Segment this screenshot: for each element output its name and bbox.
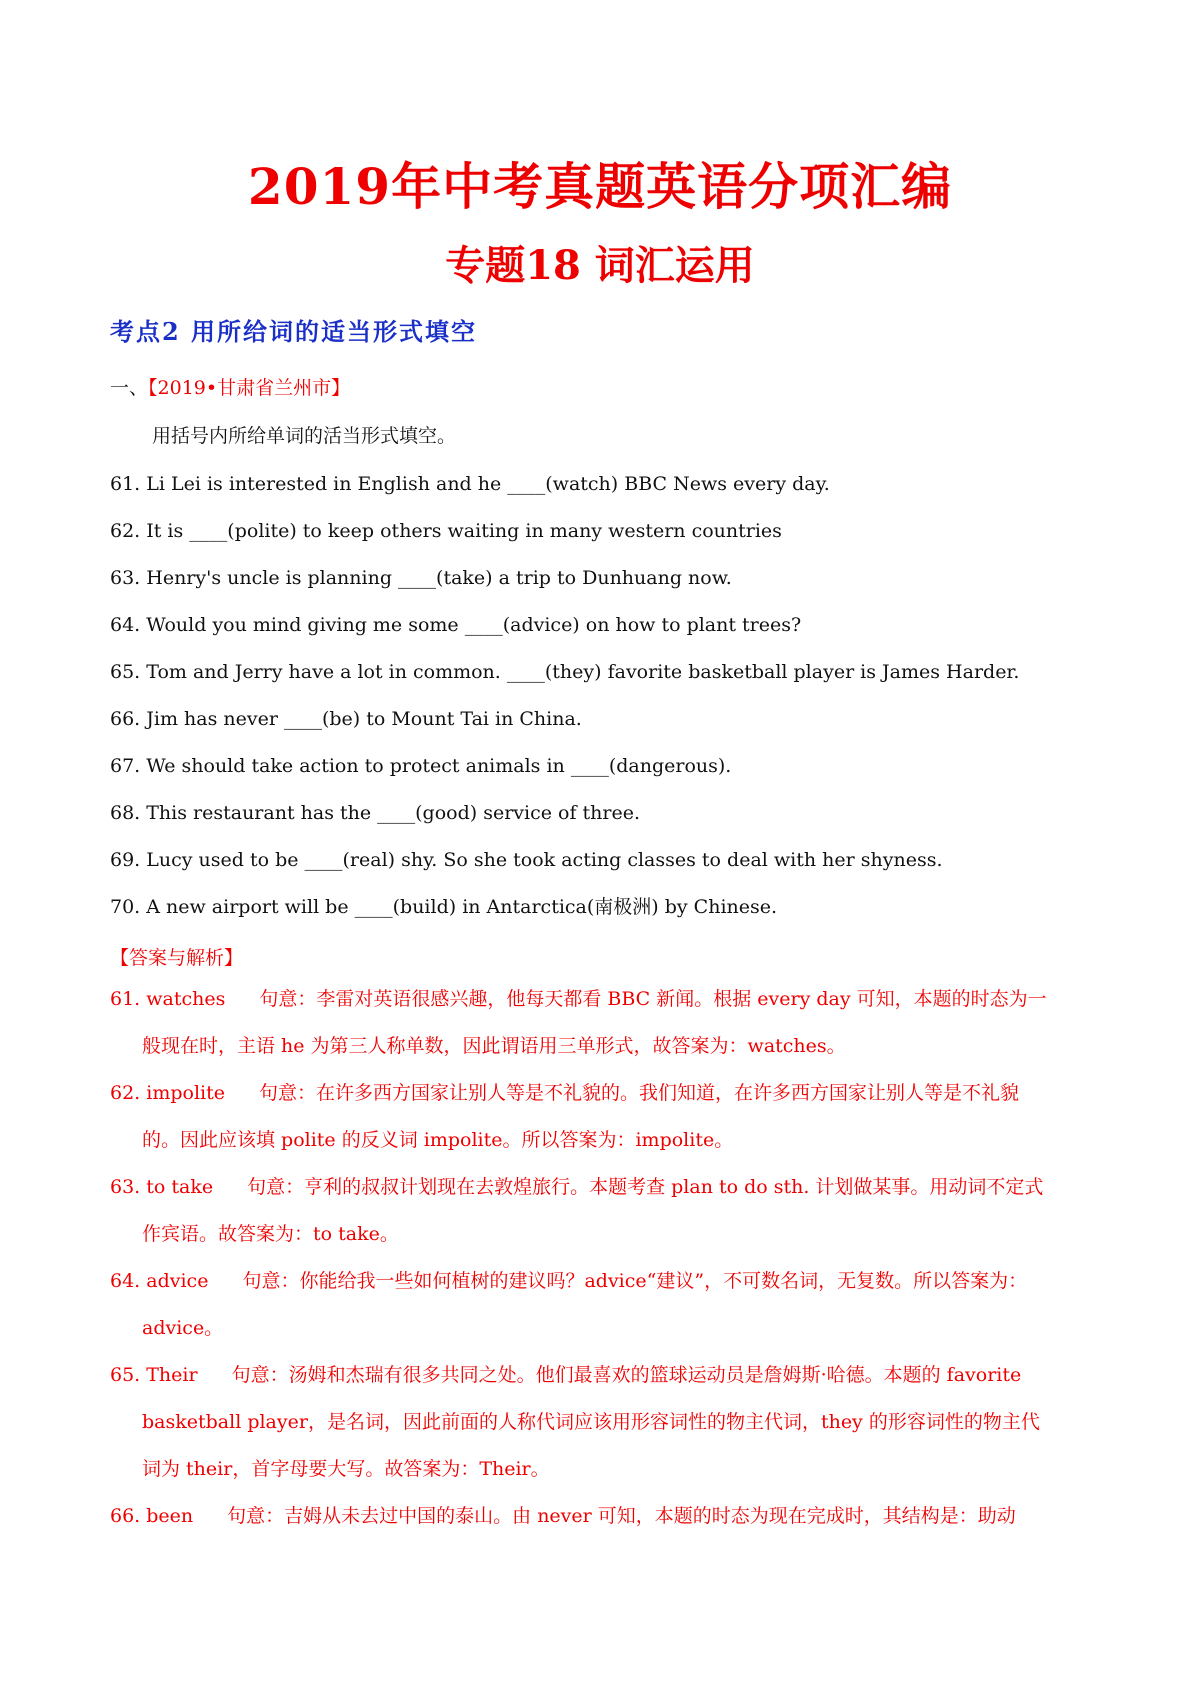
instruction: 用括号内所给单词的活当形式填空。 [152, 425, 457, 447]
answer-text-cont: 般现在时，主语 he 为第三人称单数，因此谓语用三单形式，故答案为：watches。 [142, 1035, 846, 1057]
answer-label: 65. Their [110, 1364, 198, 1386]
answer-text-cont: 作宾语。故答案为：to take。 [142, 1223, 399, 1245]
answer-text: 句意：李雷对英语很感兴趣，他每天都看 BBC 新闻。根据 every day 可知，本题的时态为一 [259, 988, 1047, 1010]
answer-text: 句意：你能给我一些如何植树的建议吗？advice“建议”，不可数名词，无复数。所以答案为： [242, 1270, 1028, 1292]
answer-62 [110, 1070, 1100, 1164]
question-67: 67. We should take action to protect animals in ____(dangerous). [110, 755, 732, 777]
question-64: 64. Would you mind giving me some ____(advice) on how to plant trees? [110, 614, 802, 636]
page-title: 2019年中考真题英语分项汇编 [247, 157, 953, 216]
question-68: 68. This restaurant has the ____(good) service of three. [110, 802, 641, 824]
question-61: 61. Li Lei is interested in English and he ____(watch) BBC News every day. [110, 473, 830, 495]
answer-61 [110, 976, 1100, 1070]
source-prefix: 一、 [110, 377, 149, 399]
question-69: 69. Lucy used to be ____(real) shy. So she took acting classes to deal with her shyness. [110, 849, 943, 871]
page-subtitle: 专题18 词汇运用 [445, 242, 755, 289]
answer-label: 64. advice [110, 1270, 209, 1292]
answer-63 [110, 1164, 1100, 1258]
question-66: 66. Jim has never ____(be) to Mount Tai in China. [110, 708, 582, 730]
answer-text-cont: advice。 [142, 1317, 224, 1339]
source-line [110, 374, 350, 402]
answer-label: 66. been [110, 1505, 194, 1527]
answer-text-cont: 的。因此应该填 polite 的反义词 impolite。所以答案为：impolite。 [142, 1129, 734, 1151]
answer-text: 句意：吉姆从未去过中国的泰山。由 never 可知，本题的时态为现在完成时，其结构是：助动 [227, 1505, 1016, 1527]
answer-text-cont: basketball player，是名词，因此前面的人称代词应该用形容词性的物主代词，they 的形容词性的物主代 [142, 1411, 1040, 1433]
question-70: 70. A new airport will be ____(build) in Antarctica(南极洲) by Chinese. [110, 896, 778, 918]
section-heading: 考点2 用所给词的适当形式填空 [110, 317, 478, 346]
question-63: 63. Henry's uncle is planning ____(take) a trip to Dunhuang now. [110, 567, 732, 589]
source-tag: 【2019•甘肃省兰州市】 [148, 377, 351, 399]
answer-text: 句意：汤姆和杰瑞有很多共同之处。他们最喜欢的篮球运动员是詹姆斯·哈德。本题的 favorite [231, 1364, 1022, 1386]
answer-label: 63. to take [110, 1176, 214, 1198]
answer-label: 62. impolite [110, 1082, 225, 1104]
answer-64 [110, 1258, 1100, 1352]
question-62: 62. It is ____(polite) to keep others waiting in many western countries [110, 520, 782, 542]
answer-text: 句意：亨利的叔叔计划现在去敦煌旅行。本题考查 plan to do sth. 计划做某事。用动词不定式 [247, 1176, 1044, 1198]
answer-label: 61. watches [110, 988, 226, 1010]
answer-66 [110, 1493, 1100, 1540]
answers-heading: 【答案与解析】 [110, 947, 244, 969]
question-65: 65. Tom and Jerry have a lot in common. ____(they) favorite basketball player is James Harder. [110, 661, 1020, 683]
answer-65 [110, 1352, 1100, 1493]
answer-text: 句意：在许多西方国家让别人等是不礼貌的。我们知道，在许多西方国家让别人等是不礼貌 [258, 1082, 1019, 1104]
answer-text-cont: 词为 their，首字母要大写。故答案为：Their。 [142, 1458, 550, 1480]
